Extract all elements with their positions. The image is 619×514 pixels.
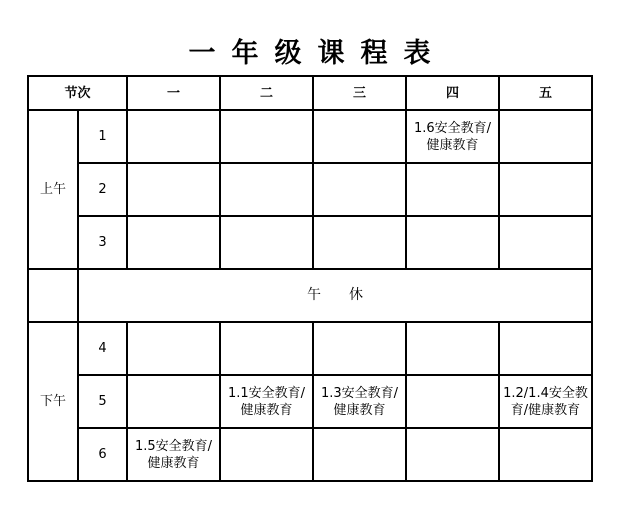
- schedule-cell: [127, 375, 220, 428]
- lunch-cell: [78, 269, 592, 322]
- schedule-table: [27, 75, 593, 482]
- schedule-cell: [220, 110, 313, 163]
- schedule-cell: [499, 110, 592, 163]
- table-row: [28, 428, 592, 481]
- schedule-cell: [406, 322, 499, 375]
- morning-label: 上午: [28, 110, 78, 269]
- schedule-cell: 1.5安全教育/健康教育: [127, 428, 220, 481]
- day-header-wed: 三: [313, 76, 406, 110]
- schedule-cell: [406, 428, 499, 481]
- schedule-cell: [313, 216, 406, 269]
- schedule-cell: 1.6安全教育/健康教育: [406, 110, 499, 163]
- schedule-cell: [313, 110, 406, 163]
- schedule-cell: 1.3安全教育/健康教育: [313, 375, 406, 428]
- schedule-cell: [406, 375, 499, 428]
- period-number: 5: [78, 375, 127, 428]
- header-row: [28, 76, 592, 110]
- schedule-cell: [127, 322, 220, 375]
- schedule-cell: [499, 322, 592, 375]
- schedule-cell: [220, 428, 313, 481]
- schedule-cell: [220, 163, 313, 216]
- schedule-cell: [406, 216, 499, 269]
- table-row: [28, 375, 592, 428]
- day-header-tue: 二: [220, 76, 313, 110]
- day-header-mon: 一: [127, 76, 220, 110]
- schedule-cell: [499, 163, 592, 216]
- page-title: 一年级课程表: [188, 38, 447, 69]
- table-row: [28, 110, 592, 163]
- schedule-cell: 1.2/1.4安全教育/健康教育: [499, 375, 592, 428]
- schedule-cell: [127, 216, 220, 269]
- lunch-blank-cell: [28, 269, 78, 322]
- table-row: [28, 322, 592, 375]
- period-number: 4: [78, 322, 127, 375]
- schedule-cell: [499, 216, 592, 269]
- schedule-cell: [499, 428, 592, 481]
- period-header: 节次: [28, 76, 127, 110]
- schedule-cell: [313, 163, 406, 216]
- schedule-cell: [313, 322, 406, 375]
- schedule-cell: [313, 428, 406, 481]
- period-number: 3: [78, 216, 127, 269]
- period-number: 1: [78, 110, 127, 163]
- schedule-cell: 1.1安全教育/健康教育: [220, 375, 313, 428]
- day-header-fri: 五: [499, 76, 592, 110]
- schedule-cell: [127, 163, 220, 216]
- schedule-cell: [406, 163, 499, 216]
- period-number: 6: [78, 428, 127, 481]
- afternoon-label: 下午: [28, 322, 78, 481]
- table-row: [28, 163, 592, 216]
- period-number: 2: [78, 163, 127, 216]
- lunch-label: 午休: [307, 287, 391, 303]
- schedule-cell: [220, 216, 313, 269]
- schedule-cell: [220, 322, 313, 375]
- day-header-thu: 四: [406, 76, 499, 110]
- schedule-cell: [127, 110, 220, 163]
- table-row: [28, 216, 592, 269]
- lunch-row: [28, 269, 592, 322]
